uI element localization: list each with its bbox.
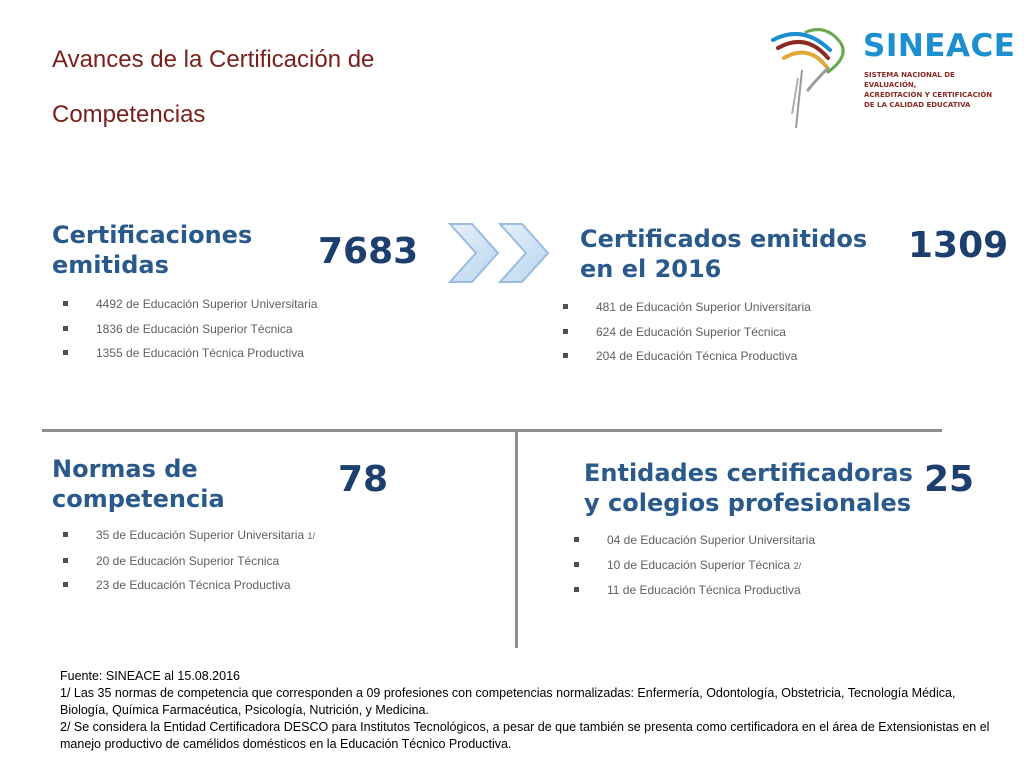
value-normas: 78 (338, 459, 389, 500)
logo-subtitle-line3: DE LA CALIDAD EDUCATIVA (864, 101, 971, 109)
sineace-logo (768, 22, 1016, 132)
section-title-entidades (584, 458, 913, 518)
list-item: 4492 de Educación Superior Universitaria (63, 292, 317, 317)
footnote-2: 2/ Se considera la Entidad Certificadora DESCO para Institutos Tecnológicos, a pesar de que también se presenta como certificadora en el área de Extensionistas en el manejo productivo de camélidos domésticos en la Educación Técnico Productiva. (60, 720, 990, 751)
sineace-bird-logo (768, 22, 863, 132)
vertical-divider (515, 432, 518, 648)
value-entidades: 25 (924, 459, 975, 500)
section-title-certificaciones-line2: emitidas (52, 251, 169, 279)
section-title-entidades-line1: Entidades certificadoras (584, 459, 913, 487)
footnote-mark: 2/ (793, 560, 802, 571)
list-normas (63, 523, 315, 598)
list-item (574, 553, 815, 579)
list-item-text: 35 de Educación Superior Universitaria (96, 528, 305, 542)
section-title-normas (52, 454, 225, 514)
logo-subtitle-line2: ACREDITACIÓN Y CERTIFICACIÓN (864, 91, 993, 99)
logo-subtitle-line1: SISTEMA NACIONAL DE EVALUACIÓN, (864, 71, 955, 89)
list-certificaciones (63, 292, 317, 366)
footnote-1: 1/ Las 35 normas de competencia que corresponden a 09 profesiones con competencias normalizadas: Enfermería, Odontología, Obstetricia, Tecnología Médica, Biología, Química Farmacéutica, Psicología, Nutrición, y Medicina. (60, 686, 956, 717)
double-chevron-arrow-icon (446, 220, 556, 286)
section-title-certificados-2016-line2: en el 2016 (580, 255, 722, 283)
list-item: 1836 de Educación Superior Técnica (63, 317, 317, 342)
list-item: 1355 de Educación Técnica Productiva (63, 341, 317, 366)
list-item: 23 de Educación Técnica Productiva (63, 573, 315, 598)
page-title (52, 32, 472, 142)
value-certificaciones: 7683 (318, 231, 419, 272)
page-title-line1: Avances de la Certificación de (52, 46, 375, 73)
list-item: 624 de Educación Superior Técnica (563, 320, 811, 345)
list-item: 04 de Educación Superior Universitaria (574, 528, 815, 553)
list-item: 20 de Educación Superior Técnica (63, 549, 315, 574)
section-title-normas-line2: competencia (52, 485, 225, 513)
logo-subtitle (864, 70, 1004, 110)
footnote-mark: 1/ (307, 531, 315, 541)
logo-wordmark: SINEACE (863, 28, 1016, 64)
section-title-normas-line1: Normas de (52, 455, 198, 483)
footnotes (60, 668, 990, 753)
horizontal-divider (42, 429, 942, 432)
list-item-text: 10 de Educación Superior Técnica (607, 557, 791, 572)
section-title-certificaciones-line1: Certificaciones (52, 221, 253, 249)
list-item: 204 de Educación Técnica Productiva (563, 344, 811, 369)
list-item: 11 de Educación Técnica Productiva (574, 578, 815, 603)
footnote-source: Fuente: SINEACE al 15.08.2016 (60, 669, 240, 683)
section-title-certificados-2016-line1: Certificados emitidos (580, 225, 868, 253)
section-title-certificados-2016 (580, 224, 867, 284)
value-certificados-2016: 1309 (908, 225, 1009, 266)
list-certificados-2016 (563, 295, 811, 369)
list-item: 481 de Educación Superior Universitaria (563, 295, 811, 320)
section-title-entidades-line2: y colegios profesionales (584, 489, 912, 517)
list-item (63, 523, 315, 549)
page-title-line2: Competencias (52, 101, 206, 128)
section-title-certificaciones (52, 220, 252, 280)
list-entidades (574, 528, 815, 603)
